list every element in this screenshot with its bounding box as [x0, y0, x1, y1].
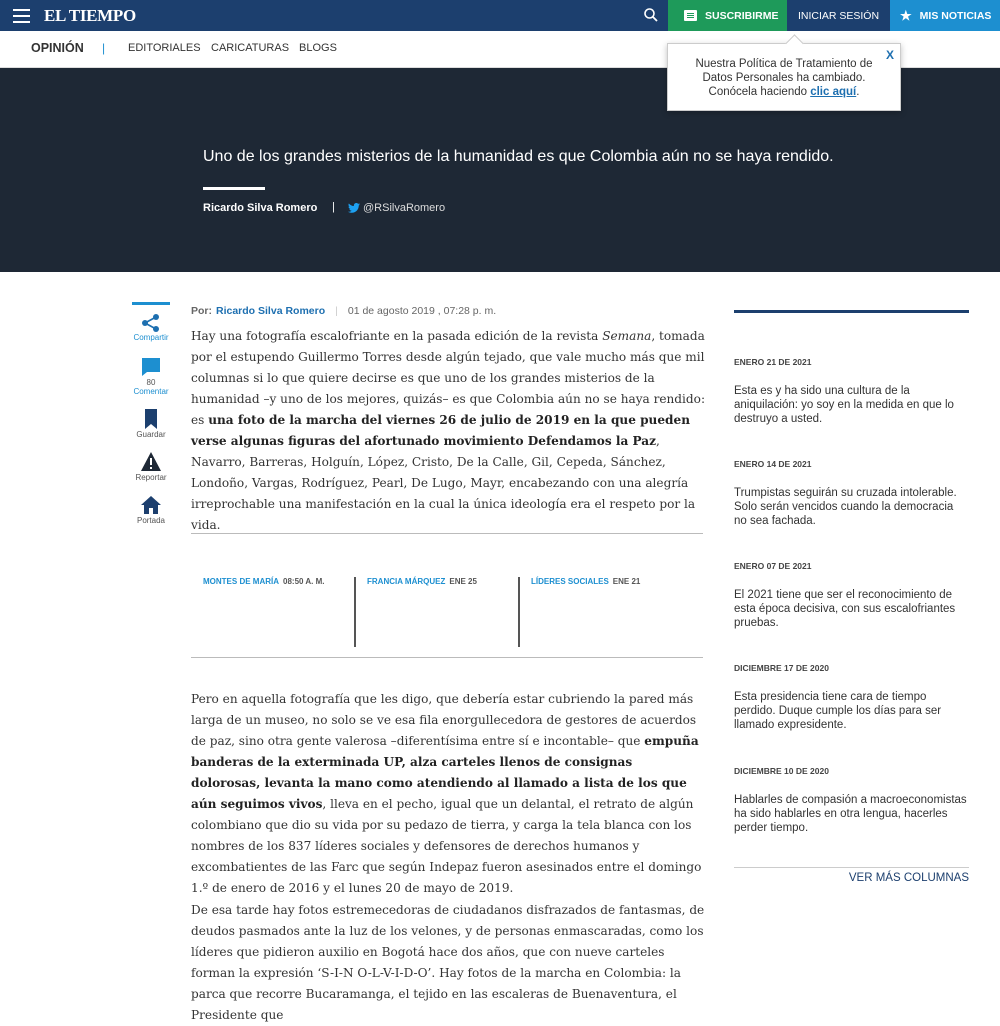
column-summary[interactable]: Esta presidencia tiene cara de tiempo perdido. Duque cumple los días para ser llamado expresidente. — [734, 691, 942, 731]
meta-author-link[interactable]: Ricardo Silva Romero — [216, 305, 326, 317]
comment-button[interactable] — [132, 356, 170, 396]
comment-label: Comentar — [133, 387, 169, 396]
sidebar-top-line — [734, 310, 969, 313]
column-date: ENERO 21 DE 2021 — [734, 357, 812, 367]
popup-line-1: Nuestra Política de Tratamiento de — [695, 58, 873, 70]
related-item[interactable] — [531, 577, 640, 647]
p2-text-a: Pero en aquella fotografía que les digo, que debería estar cubriendo la pared más larga de un museo, no solo se ve esa fila enorgullecedora de gestores de acuerdos de paz, sino otra gente valerosa –diferentísima entre sí e incontable– que — [191, 692, 697, 748]
related-divider — [354, 577, 356, 647]
sidebar-bottom-line — [734, 867, 969, 868]
column-item[interactable] — [734, 766, 969, 835]
p2-bold: empuña banderas de la exterminada UP, alza carteles llenos de consignas dolorosas, levanta la mano como atendiendo al llamado a lista de los que aún seguimos vivos — [191, 734, 699, 811]
related-divider — [518, 577, 520, 647]
related-item[interactable] — [203, 577, 325, 647]
related-time: 08:50 A. M. — [283, 577, 325, 586]
column-summary[interactable]: Esta es y ha sido una cultura de la aniquilación: yo soy en la medida en que lo destruyo a usted. — [734, 385, 954, 425]
article-meta — [191, 305, 496, 317]
p1-text-c: , Navarro, Barreras, Holguín, López, Cristo, De la Calle, Gil, Cepeda, Sánchez, Londoño, Vargas, Rodríguez, Pearl, De Lugo, Mayr, encabezando con una alegría irreprochable una manifestación en la cual la única ideología era el respeto por la vida. — [191, 434, 696, 532]
popup-line-3-text: Conócela haciendo — [708, 86, 811, 98]
report-button[interactable] — [132, 451, 170, 482]
column-item[interactable] — [734, 663, 969, 732]
p1-italic: Semana — [602, 329, 652, 343]
privacy-popup — [667, 43, 901, 111]
subscribe-label: SUSCRIBIRME — [705, 9, 779, 22]
related-tag: MONTES DE MARÍA — [203, 577, 279, 586]
by-label: Por: — [191, 305, 212, 317]
related-item[interactable] — [367, 577, 477, 647]
newspaper-icon — [684, 10, 697, 21]
nav-link-blogs[interactable]: BLOGS — [299, 42, 337, 54]
related-tag: LÍDERES SOCIALES — [531, 577, 609, 586]
comment-icon — [140, 356, 162, 378]
search-icon[interactable] — [643, 7, 659, 23]
star-icon: ★ — [900, 7, 912, 23]
subscribe-button[interactable] — [668, 0, 787, 31]
privacy-link[interactable]: clic aquí — [810, 86, 857, 98]
paragraph-2 — [191, 689, 705, 899]
column-date: DICIEMBRE 10 DE 2020 — [734, 766, 829, 776]
column-summary[interactable]: Hablarles de compasión a macroeconomistas ha sido hablarles en otra lengua, hacerles perder tiempo. — [734, 794, 967, 834]
p1-bold: una foto de la marcha del viernes 26 de julio de 2019 en la que pueden verse algunas figuras del afortunado movimiento Defendamos la Paz — [191, 413, 690, 448]
related-time: ENE 21 — [612, 577, 641, 586]
my-news-label: MIS NOTICIAS — [919, 9, 992, 22]
save-button[interactable] — [132, 408, 170, 439]
column-date: DICIEMBRE 17 DE 2020 — [734, 663, 829, 673]
column-summary[interactable]: El 2021 tiene que ser el reconocimiento de esta época decisiva, con sus escalofriantes pruebas. — [734, 589, 956, 629]
menu-icon[interactable] — [13, 9, 30, 22]
hero-separator: | — [332, 201, 335, 213]
popup-line-2: Datos Personales ha cambiado. — [702, 72, 866, 84]
column-summary[interactable]: Trumpistas seguirán su cruzada intolerable. Solo serán vencidos cuando la democracia no sea fachada. — [734, 487, 957, 527]
article-tools — [132, 302, 170, 525]
comment-count: 80 — [146, 378, 156, 387]
paragraph-3: De esa tarde hay fotos estremecedoras de ciudadanos disfrazados de fantasmas, de deudos pasmados ante la luz de los velones, y de personas enmascaradas, como los líderes que pidieron auxilio en Bogotá hace dos años, que con nueve carteles forman la expresión ‘S-I-N O-L-V-I-D-O’. Hay fotos de la marcha en Colombia: la parca que recorre Bucaramanga, el tejido en las escaleras de Buenaventura, el Presidente que — [191, 903, 705, 1022]
home-label: Portada — [136, 516, 166, 525]
top-bar — [0, 0, 1000, 31]
home-icon — [140, 494, 162, 516]
site-logo[interactable]: EL TIEMPO — [44, 6, 136, 25]
hero-author[interactable]: Ricardo Silva Romero — [203, 202, 318, 214]
article-headline: Uno de los grandes misterios de la humanidad es que Colombia aún no se haya rendido. — [203, 148, 834, 165]
column-date: ENERO 07 DE 2021 — [734, 561, 812, 571]
twitter-handle: @RSilvaRomero — [363, 202, 446, 214]
twitter-link[interactable] — [348, 202, 445, 214]
paragraph-1 — [191, 326, 705, 536]
column-item[interactable] — [734, 459, 969, 528]
popup-line-3-end: . — [856, 86, 860, 98]
nav-link-caricaturas[interactable]: CARICATURAS — [211, 42, 290, 54]
popup-line-3 — [668, 85, 900, 99]
p1-text-a: Hay una fotografía escalofriante en la pasada edición de la revista — [191, 329, 603, 343]
my-news-button[interactable] — [890, 0, 1000, 31]
login-button[interactable]: INICIAR SESIÓN — [797, 9, 880, 22]
section-separator: | — [102, 41, 106, 55]
nav-link-editoriales[interactable]: EDITORIALES — [128, 42, 201, 54]
column-item[interactable] — [734, 357, 969, 426]
save-label: Guardar — [136, 430, 166, 439]
related-strip — [191, 533, 703, 658]
share-button[interactable] — [132, 313, 170, 342]
home-button[interactable] — [132, 494, 170, 525]
share-label: Compartir — [133, 333, 169, 342]
article-date: 01 de agosto 2019 , 07:28 p. m. — [347, 305, 497, 317]
related-tag: FRANCIA MÁRQUEZ — [367, 577, 446, 586]
share-icon — [141, 313, 161, 333]
section-title[interactable]: OPINIÓN — [31, 41, 84, 55]
bookmark-icon — [143, 408, 159, 430]
p2-text-b: , lleva en el pecho, igual que un delantal, el retrato de algún colombiano que dio su vida por su pedazo de tierra, y carga la tela blanca con los nombres de los 837 líderes sociales y defensores de derechos humanos y excombatientes de las Farc que según Indepaz fueron asesinados entre el domingo 1.º de enero de 2016 y el lunes 20 de mayo de 2019. — [191, 797, 702, 895]
report-label: Reportar — [135, 473, 167, 482]
headline-rule — [203, 187, 265, 190]
p1-text-b: , tomada por el estupendo Guillermo Torres desde algún tejado, que vale mucho más que mil columnas si lo que quiere decirse es que uno de los grandes misterios de la humanidad –y uno de los mejores, quizás– es que Colombia aún no se haya rendido: es — [191, 329, 706, 427]
meta-separator: | — [335, 305, 338, 317]
related-time: ENE 25 — [449, 577, 477, 586]
column-date: ENERO 14 DE 2021 — [734, 459, 812, 469]
close-popup-button[interactable]: X — [885, 48, 894, 62]
warning-icon — [140, 451, 162, 473]
tools-top-line — [132, 302, 170, 305]
column-item[interactable] — [734, 561, 969, 630]
twitter-icon — [348, 203, 360, 213]
more-columns-link[interactable]: VER MÁS COLUMNAS — [848, 872, 969, 884]
